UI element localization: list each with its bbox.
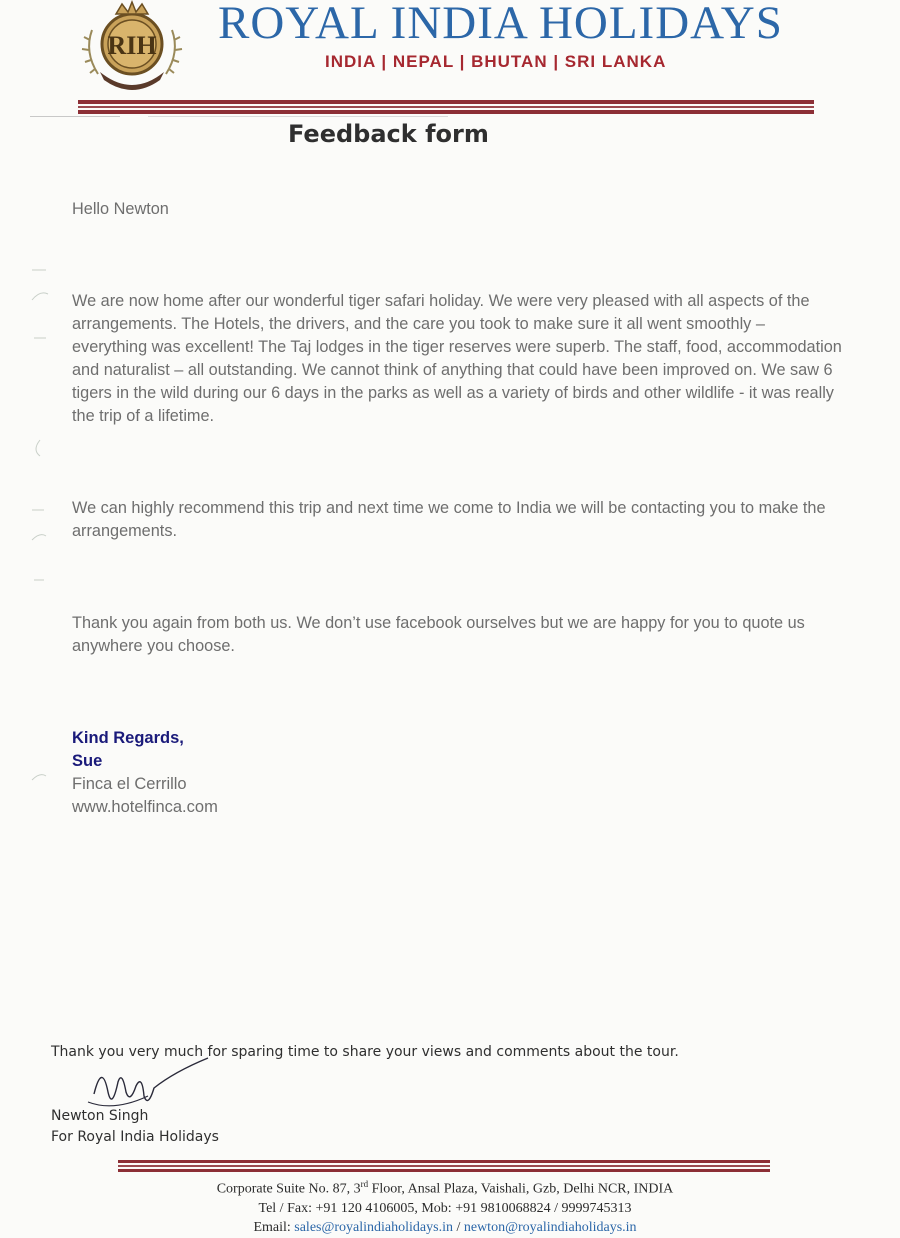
sender-name: Sue	[72, 752, 103, 770]
feedback-paragraph-3: Thank you again from both us. We don’t use facebook ourselves but we are happy for you to quote us anywhere you choose.	[72, 614, 805, 655]
company-logo	[78, 0, 186, 96]
acknowledgement-text: Thank you very much for sparing time to share your views and comments about the tour.	[51, 1044, 679, 1060]
form-title: Feedback form	[288, 120, 489, 148]
greeting: Hello Newton	[72, 200, 169, 218]
sender-company: Finca el Cerrillo	[72, 775, 187, 793]
footer-divider	[118, 1160, 770, 1174]
phone-numbers: Tel / Fax: +91 120 4106005, Mob: +91 9810068824 / 9999745313	[258, 1200, 632, 1216]
destination-list: INDIA | NEPAL | BHUTAN | SRI LANKA	[325, 52, 667, 71]
sales-email-link[interactable]: sales@royalindiaholidays.in	[294, 1219, 453, 1235]
brand-name: ROYAL INDIA HOLIDAYS	[218, 0, 783, 49]
logo-monogram: RIH	[107, 31, 157, 60]
scan-margin-marks	[26, 260, 50, 860]
feedback-paragraph-1: We are now home after our wonderful tiger safari holiday. We were very pleased with all aspects of the arrangements. The Hotels, the drivers, and the care you took to make sure it all went smoothly – everything was excellent! The Taj lodges in the tiger reserves were superb. The staff, food, accommodation and naturalist – all outstanding. We cannot think of anything that could have been improved on. We saw 6 tigers in the wild during our 6 days in the parks as well as a variety of birds and other wildlife - it was really the trip of a lifetime.	[72, 292, 842, 425]
signer-organisation: For Royal India Holidays	[51, 1129, 219, 1145]
signer-block	[51, 1106, 219, 1148]
signer-name: Newton Singh	[51, 1108, 149, 1124]
closing-block	[72, 727, 184, 773]
sender-details	[72, 773, 218, 819]
office-address: Corporate Suite No. 87, 3rd Floor, Ansal Plaza, Vaishali, Gzb, Delhi NCR, INDIA	[216, 1179, 674, 1197]
email-line: Email: sales@royalindiaholidays.in / newton@royalindiaholidays.in	[253, 1219, 637, 1235]
newton-email-link[interactable]: newton@royalindiaholidays.in	[463, 1219, 637, 1235]
closing-phrase: Kind Regards,	[72, 729, 184, 747]
company-contact-footer	[120, 1175, 770, 1237]
sender-website: www.hotelfinca.com	[72, 798, 218, 816]
feedback-paragraph-2: We can highly recommend this trip and next time we come to India we will be contacting you to make the arrangements.	[72, 499, 826, 540]
